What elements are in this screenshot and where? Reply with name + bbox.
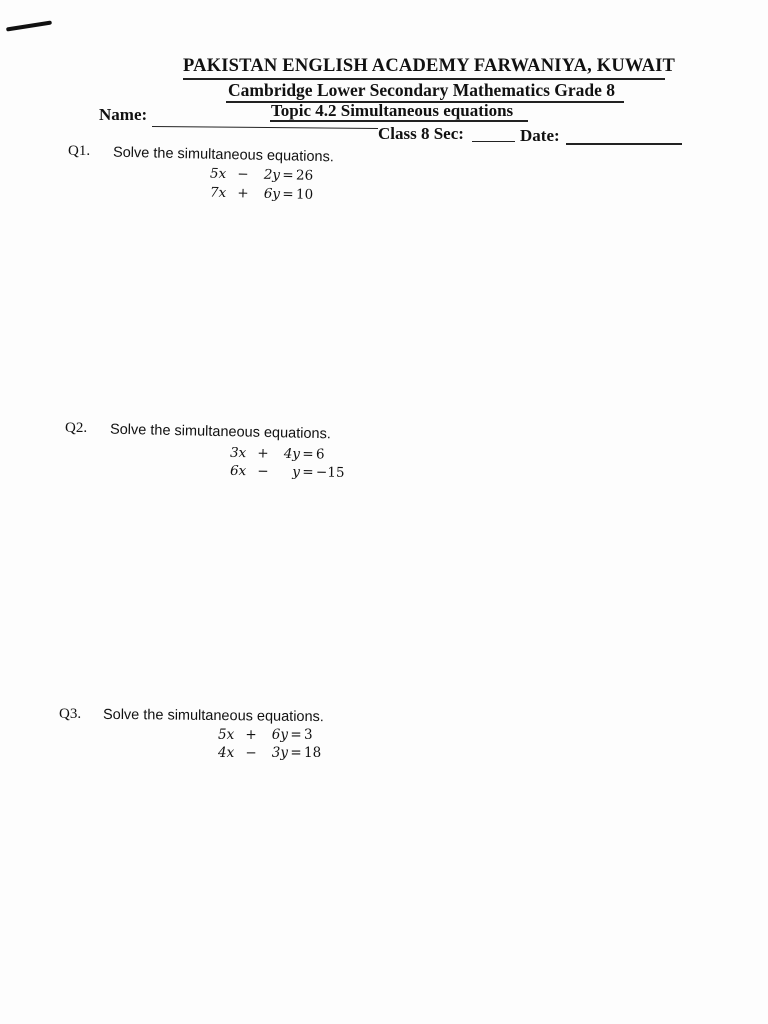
course-title: Cambridge Lower Secondary Mathematics Grade 8 xyxy=(228,80,616,100)
section-field[interactable] xyxy=(472,141,515,142)
equation-row xyxy=(210,166,336,185)
equals-sign: = xyxy=(282,186,294,203)
equation-operator: − xyxy=(237,166,249,183)
date-label: Date: xyxy=(520,126,560,145)
equation-operator: + xyxy=(257,445,269,462)
question-number: Q3. xyxy=(59,706,82,722)
topic-title-underline xyxy=(270,120,528,122)
equation-rhs: 10 xyxy=(295,186,314,203)
equation-row xyxy=(230,445,356,463)
equation-term: 6y xyxy=(263,185,281,203)
equation-term: 4y xyxy=(283,445,301,463)
equation-row xyxy=(230,463,356,481)
equation-term: 5x xyxy=(209,165,227,183)
equation-term: 6x xyxy=(229,462,247,480)
equation-operator: − xyxy=(257,463,269,480)
equals-sign: = xyxy=(290,727,302,743)
question-number: Q1. xyxy=(68,143,91,159)
date-field[interactable] xyxy=(566,143,682,145)
equation-rhs: 18 xyxy=(304,745,322,761)
equals-sign: = xyxy=(302,446,314,463)
equation-rhs: −15 xyxy=(315,464,345,481)
equation-operator: + xyxy=(237,185,249,202)
equation-term: 2y xyxy=(263,166,281,184)
question-prompt: Solve the simultaneous equations. xyxy=(109,421,332,443)
equation-row xyxy=(218,727,344,743)
name-field[interactable] xyxy=(152,126,378,129)
question-prompt: Solve the simultaneous equations. xyxy=(102,706,324,726)
equation-rhs: 3 xyxy=(304,727,313,743)
equation-term: 6y xyxy=(271,727,288,743)
equation-term: 7x xyxy=(209,184,227,202)
equals-sign: = xyxy=(282,167,294,184)
equation-row xyxy=(218,745,344,761)
equation-operator: − xyxy=(245,745,257,761)
equation-term: 5x xyxy=(218,727,235,743)
school-title: PAKISTAN ENGLISH ACADEMY FARWANIYA, KUWAIT xyxy=(183,56,676,76)
equation-term: y xyxy=(292,463,301,481)
equals-sign: = xyxy=(302,464,314,481)
name-label: Name: xyxy=(99,105,148,124)
equals-sign: = xyxy=(290,745,302,761)
pen-mark xyxy=(6,20,52,31)
topic-title: Topic 4.2 Simultaneous equations xyxy=(271,101,514,120)
class-label: Class 8 Sec: xyxy=(378,124,464,143)
question-number: Q2. xyxy=(65,420,88,436)
equation-operator: + xyxy=(245,727,257,743)
equation-term: 3x xyxy=(229,444,247,462)
equation-rhs: 26 xyxy=(295,167,314,184)
equation-rhs: 6 xyxy=(315,446,325,463)
question-prompt: Solve the simultaneous equations. xyxy=(112,144,335,166)
equation-row xyxy=(210,185,336,204)
equation-term: 3y xyxy=(271,745,288,761)
equation-term: 4x xyxy=(218,745,235,761)
